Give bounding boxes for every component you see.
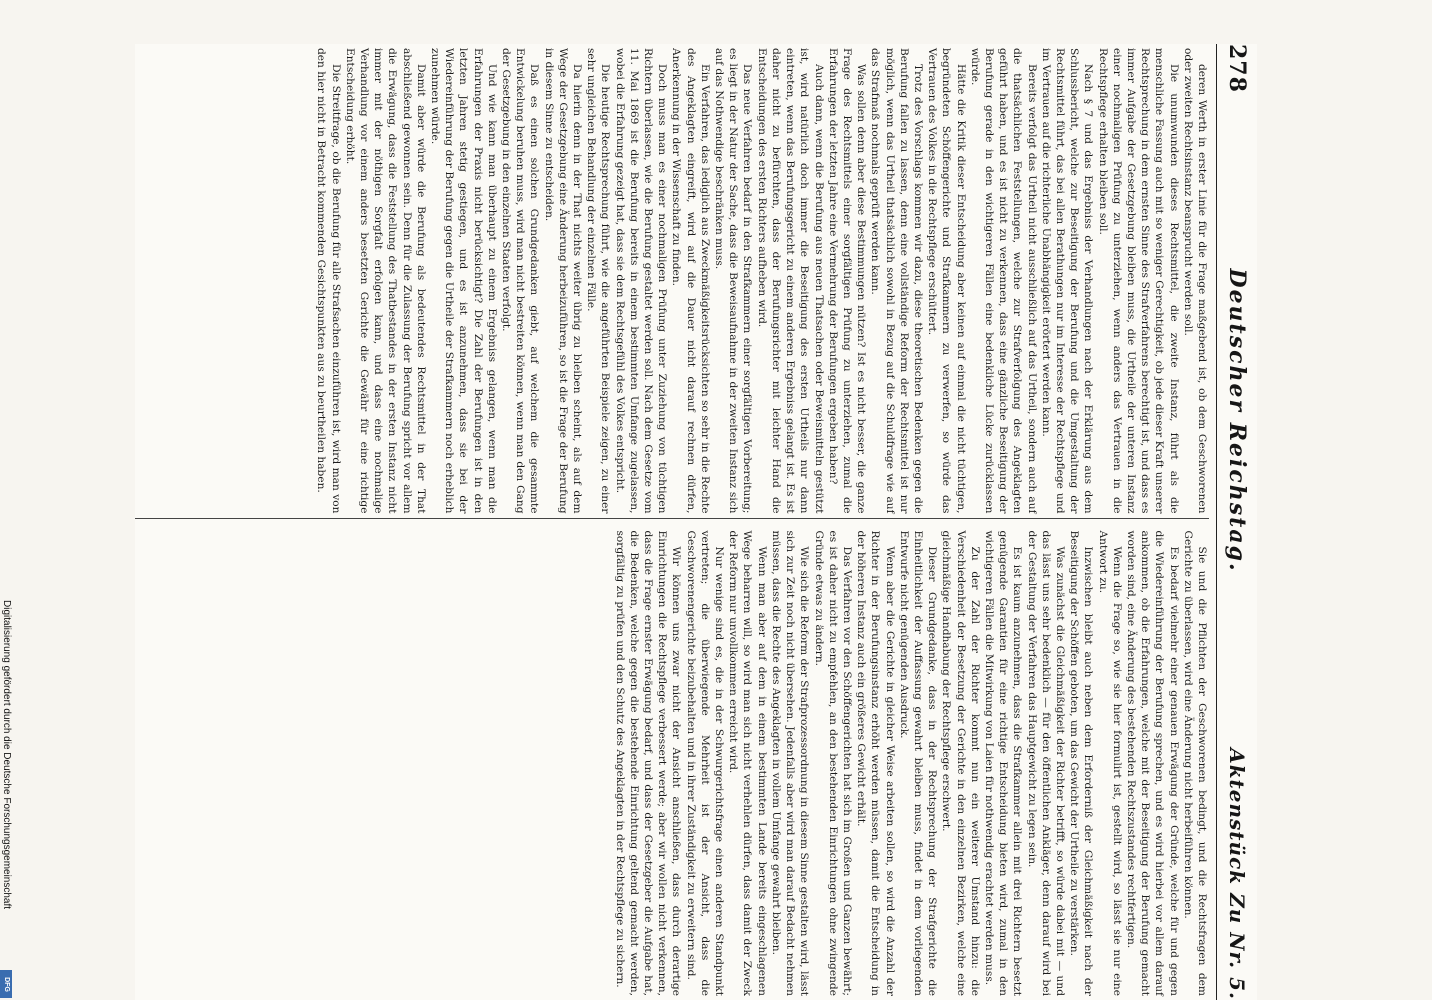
credit-line xyxy=(0,600,12,1000)
paragraph: Wenn man aber auf dem in einem bestimmten Lande bereits eingeschlagenen Wege beharren will, so wird man sich nicht verhehlen dürfen, dass damit der Zweck der Reform nur unvollkommen erreicht wird. xyxy=(727,530,768,996)
paragraph: Es bedarf vielmehr einer genauen Erwägung der Gründe, welche für und gegen die Wiedereinführung der Berufung sprechen, und es wird hierbei vor allem darauf ankommen, ob die Erfahrungen, welche mit der Beseitigung der Berufung gemacht worden sind, eine Änderung des bestehenden Rechtszustandes rechtfertigen. xyxy=(1124,530,1180,996)
paragraph: Die heutige Rechtsprechung führt, wie die angeführten Beispiele zeigen, zu einer sehr ungleichen Behandlung der einzelnen Fälle. xyxy=(585,48,612,514)
credit-text: Digitalisierung gefördert durch die Deutsche Forschungsgemeinschaft xyxy=(1,600,12,910)
right-column xyxy=(135,526,1209,1000)
paragraph: Doch muss man es einer nochmaligen Prüfung unter Zuziehung von tüchtigen Richtern überlassen, wie die Berufung gestaltet werden soll. Nach dem Gesetze vom 11. Mai 1869 ist die Berufung bereits in einem bestimmten Umfange zugelassen, wobei die Erfahrung gezeigt hat, dass sie dem Rechtsgefühl des Volkes entspricht. xyxy=(613,48,669,514)
paragraph: Inzwischen bleibt auch neben dem Erforderniß der Gleichmäßigkeit nach der Beseitigung der Schöffen geboten, um das Gewicht der Urtheile zu verstärken. xyxy=(1068,530,1095,996)
paragraph: Dieser Grundgedanke, dass in der Rechtsprechung der Strafgerichte die Einheitlichkeit der Auffassung gewahrt bleiben muss, findet in dem vorliegenden Entwurfe nicht genügenden Ausdruck. xyxy=(897,530,939,996)
supplement-title: Aktenstück Zu Nr. 5. xyxy=(1225,748,1249,1000)
paragraph: Da hierin denn in der That nichts weiter übrig zu bleiben scheint, als auf dem Wege der Gesetzgebung eine Änderung herbeizuführen, so ist die Frage der Berufung in diesem Sinne zu entscheiden. xyxy=(542,48,584,514)
paragraph: Was zunächst die Gleichmäßigkeit der Richter betrifft, so würde dabei mit — und das lässt uns sehr bedenklich — für den öffentlichen Ankläger, denn darauf wird bei der Gestaltung der Verfahren das Hauptgewicht zu legen sein. xyxy=(1025,530,1066,996)
page-header xyxy=(1216,44,1257,1000)
paragraph: Wir können uns zwar nicht der Ansicht anschließen, dass durch derartige Einrichtungen die Rechtspflege verbessert werde; aber wir wollen nicht verkennen, dass die Frage ernster Erwägung bedarf, und dass der Gesetzgeber die Aufgabe hat, die Bedenken, welche gegen die bestehende Einrichtung geltend gemacht werden, sorgfältig zu prüfen und den Schutz des Angeklagten in der Rechtspflege zu sichern. xyxy=(613,530,683,996)
paragraph: deren Werth in erster Linie für die Frage maßgebend ist, ob dem Geschworenen oder zweiten Rechtsinstanz beansprucht werden soll. xyxy=(1181,48,1208,514)
paragraph: Das neue Verfahren bedarf in den Strafkammern einer sorgfältigen Vorbereitung; es liegt in der Natur der Sache, dass die Beweisaufnahme in der zweiten Instanz sich auf das Nothwendige beschränken muss. xyxy=(713,48,754,514)
paragraph: Hätte die Kritik dieser Entscheidung aber keinen auf einmal die nicht tüchtigen, begründeten Schöffengerichte und Strafkammern zu verwerfen, so würde das Vertrauen des Volkes in die Rechtspflege erschüttert. xyxy=(926,48,967,514)
paragraph: Und wie kann man überhaupt zu einem Ergebniss gelangen, wenn man die Erfahrungen der Praxis nicht berücksichtigt? Die Zahl der Berufungen ist in den letzten Jahren stetig gestiegen, und es ist anzunehmen, dass sie bei der Wiedereinführung der Berufung gegen die Urtheile der Strafkammern noch erheblich zunehmen würde. xyxy=(429,48,498,514)
left-column xyxy=(135,44,1209,518)
newspaper-page xyxy=(135,44,1257,1000)
paragraph: Bereits verfolgt das Urtheil nicht ausschließlich auf das Urtheil, sondern auch auf die thatsächlichen Feststellungen, welche zur Strafverfolgung des Angeklagten geführt haben, und es ist nicht zu verkennen, dass eine gänzliche Beseitigung der Berufung gerade in den wichtigeren Fällen eine bedenkliche Lücke zurücklassen würde. xyxy=(968,48,1038,514)
paragraph: Es ist kaum anzunehmen, dass die Strafkammer allein mit drei Richtern besetzt genügende Garantien für eine richtige Entscheidung bieten wird, zumal in den wichtigeren Fällen die Mitwirkung von Laien für nothwendig erachtet werden muss. xyxy=(982,530,1024,996)
paragraph: Die Streitfrage, ob die Berufung für alle Strafsachen einzuführen ist, wird man von den hier nicht in Betracht kommenden Gesichtspunkten aus zu beurtheilen haben. xyxy=(315,48,342,514)
paragraph: Was sollen denn aber diese Bestimmungen nützen? Ist es nicht besser, die ganze Frage des Rechtsmittels einer sorgfältigen Prüfung zu unterziehen, zumal die Erfahrungen der letzten Jahre eine Vermehrung der Berufungen ergeben haben? xyxy=(826,48,868,514)
masthead-title: Deutscher Reichstag. xyxy=(1224,268,1250,573)
paragraph: Nach § 7 und das Ergebniss der Verhandlungen nach der Erklärung aus dem Schlussbericht, welche zur Beseitigung der Berufung und die Umgestaltung der Rechtsmittel führt, das bei allen Berathungen nur im Interesse der Rechtspflege und im Vertrauen auf die richterliche Unabhängigkeit erörtert werden kann. xyxy=(1039,48,1095,514)
paragraph: Wie sich die Reform der Strafprozessordnung in diesem Sinne gestalten wird, lässt sich zur Zeit noch nicht übersehen. Jedenfalls aber wird man darauf Bedacht nehmen müssen, dass die Rechte des Angeklagten in vollem Umfange gewahrt bleiben. xyxy=(769,530,811,996)
paragraph: Trotz des Vorschlags kommen wir dazu, diese theoretischen Bedenken gegen die Berufung fallen zu lassen, denn eine vollständige Reform der Rechtsmittel ist nur möglich, wenn das Urtheil thatsächlich sowohl in Bezug auf die Schuldfrage wie auf das Strafmaß nochmals geprüft werden kann. xyxy=(869,48,924,514)
paragraph: Nur wenige sind es, die in der Schwurgerichtsfrage einen anderen Standpunkt vertreten; die überwiegende Mehrheit ist der Ansicht, dass die Geschworenengerichte beizubehalten und in ihrer Zuständigkeit zu erweitern sind. xyxy=(684,530,726,996)
paragraph: Ein Verfahren, das lediglich aus Zweckmäßigkeitsrücksichten so sehr in die Rechte des Angeklagten eingreift, wird auf die Dauer nicht darauf rechnen dürfen, Anerkennung in der Wissenschaft zu finden. xyxy=(670,48,711,514)
paragraph: Wenn aber die Gerichte in gleicher Weise arbeiten sollen, so wird die Anzahl der Richter in der Berufungsinstanz erhöht werden müssen, damit die Entscheidung in der höheren Instanz auch ein größeres Gewicht erhält. xyxy=(855,530,896,996)
paragraph: Damit aber würde die Berufung als bedeutendes Rechtsmittel in der That abschließend gewonnen sein. Denn für die Zulassung der Berufung spricht vor allem die Erwägung, dass die Feststellung des Thatbestandes in der ersten Instanz nicht immer mit der nöthigen Sorgfalt erfolgen kann, und dass eine nochmalige Verhandlung vor einem anders besetzten Gerichte die Gewähr für eine richtige Entscheidung erhöht. xyxy=(343,48,427,514)
text-columns xyxy=(135,44,1209,1000)
paragraph: Daß es einen solchen Grundgedanken giebt, auf welchem die gesammte Entwickelung beruhen muss, wird man nicht bestreiten können, wenn man den Gang der Gesetzgebung in den einzelnen Staaten verfolgt. xyxy=(500,48,541,514)
dfg-logo-text: DFG xyxy=(2,976,10,992)
paragraph: Auch dann, wenn die Berufung aus neuen Thatsachen oder Beweismitteln gestützt ist, wird natürlich doch immer die Beseitigung des ersten Urtheils nur dann eintreten, wenn das Berufungsgericht zu einem anderen Ergebniss gelangt ist. Es ist daher nicht zu befürchten, dass der Berufungsrichter mit leichter Hand die Entscheidungen des ersten Richters aufheben wird. xyxy=(755,48,825,514)
paragraph: Das Verfahren vor den Schöffengerichten hat sich im Großen und Ganzen bewährt; es ist daher nicht zu empfehlen, an den bestehenden Einrichtungen ohne zwingende Gründe etwas zu ändern. xyxy=(812,530,853,996)
page-number: 278 xyxy=(1224,44,1250,93)
dfg-logo-icon xyxy=(0,970,12,998)
paragraph: Sie und die Pflichten der Geschworenen bedingt, und die Rechtsfragen dem Gerichte zu überlassen, wird eine Änderung nicht herbeiführen können. xyxy=(1181,530,1208,996)
paragraph: Zu der Zahl der Richter kommt nun ein weiterer Umstand hinzu: die Verschiedenheit der Besetzung der Gerichte in den einzelnen Bezirken, welche eine gleichmäßige Handhabung der Rechtspflege erschwert. xyxy=(940,530,981,996)
paragraph: Wenn die Frage so, wie sie hier formulirt ist, gestellt wird, so lässt sie nur eine Antwort zu. xyxy=(1096,530,1123,996)
paragraph: Die unumwunden dieses Rechtsmittel, die zweite Instanz, führt als die menschliche Fassung auch mit so weniger Gerechtigkeit, ob jede dieser Kraft unserer Rechtsprechung in dem ernsten Sinne des Strafverfahrens berechtigt ist, und dass es immer Aufgabe der Gesetzgebung bleiben muss, die Urtheile der unteren Instanz einer nochmaligen Prüfung zu unterziehen, wenn anders das Vertrauen in die Rechtspflege erhalten bleiben soll. xyxy=(1096,48,1180,514)
column-divider xyxy=(135,518,1209,527)
